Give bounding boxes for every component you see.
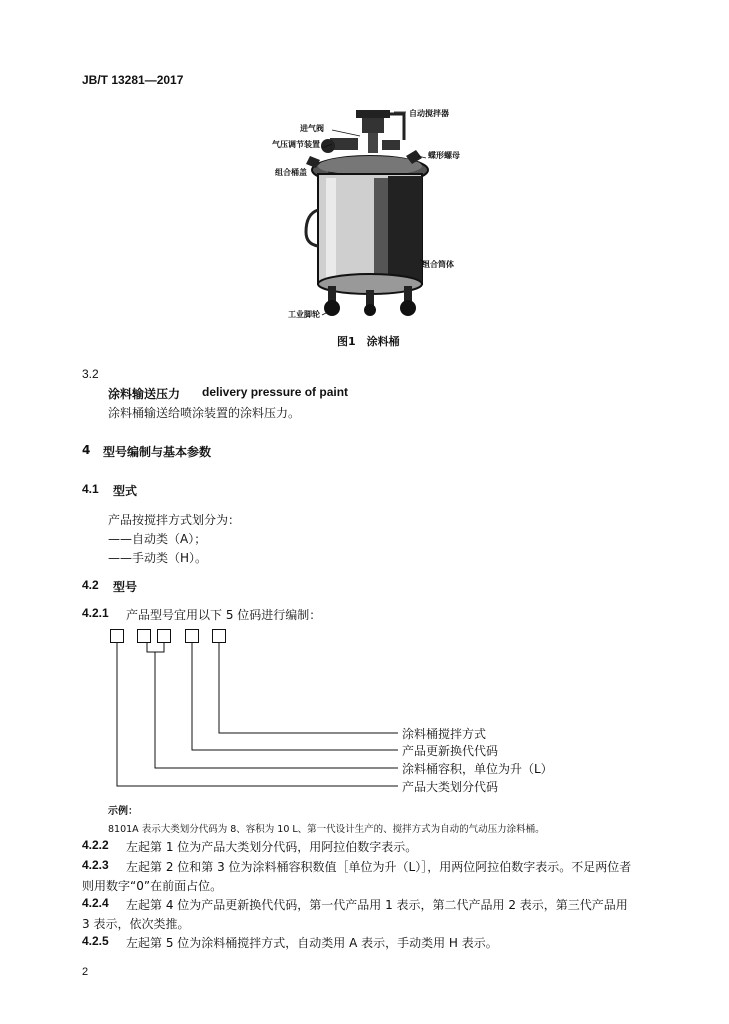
term-cn: 涂料输送压力 <box>108 387 181 401</box>
example-text: 8101A 表示大类划分代码为 8、容积为 10 L、第一代设计生产的、搅拌方式为自动的气动压力涂料桶。 <box>108 824 545 835</box>
term-definition: 涂料桶输送给喷涂装置的涂料压力。 <box>108 406 301 420</box>
clause-4-2-2-number: 4.2.2 <box>82 838 109 852</box>
section-4-1-title: 型式 <box>113 484 138 498</box>
section-4-title: 型号编制与基本参数 <box>103 445 212 459</box>
term-en: delivery pressure of paint <box>202 385 349 399</box>
clause-4-2-5-number: 4.2.5 <box>82 934 109 948</box>
section-4-1-number: 4.1 <box>82 482 99 496</box>
section-4-2-title: 型号 <box>113 580 138 594</box>
label-air-inlet-valve: 进气阀 <box>300 124 324 133</box>
clause-4-2-1-number: 4.2.1 <box>82 606 109 620</box>
section-3-2-number: 3.2 <box>82 367 99 381</box>
example-label: 示例： <box>108 806 138 817</box>
clause-4-2-3-number: 4.2.3 <box>82 858 109 872</box>
label-auto-stirrer: 自动搅拌器 <box>409 109 449 118</box>
label-wing-nut: 蝶形螺母 <box>428 151 460 160</box>
clause-4-2-1-text: 产品型号宜用以下 5 位码进行编制： <box>126 608 322 622</box>
page-number: 2 <box>82 966 89 978</box>
clause-4-2-2-text: 左起第 1 位为产品大类划分代码，用阿拉伯数字表示。 <box>126 840 418 854</box>
standard-number: JB/T 13281—2017 <box>82 73 184 87</box>
label-pressure-regulator: 气压调节装置 <box>272 140 320 149</box>
clause-4-2-4-text-cont: 3 表示，依次类推。 <box>82 917 190 931</box>
code-label-stirring: 涂料桶搅拌方式 <box>402 727 487 741</box>
label-casters: 工业脚轮 <box>288 310 320 319</box>
section-4-number: 4 <box>82 443 91 457</box>
list-item: ——手动类（H）。 <box>108 551 208 565</box>
figure-caption: 图1 涂料桶 <box>337 335 400 348</box>
section-4-2-number: 4.2 <box>82 578 99 592</box>
code-label-update: 产品更新换代代码 <box>402 744 499 758</box>
label-lid-assembly: 组合桶盖 <box>275 168 307 177</box>
clause-4-2-5-text: 左起第 5 位为涂料桶搅拌方式，自动类用 A 表示，手动类用 H 表示。 <box>126 936 498 950</box>
clause-4-2-3-text-cont: 则用数字“0”在前面占位。 <box>82 879 223 893</box>
clause-4-2-4-text: 左起第 4 位为产品更新换代代码，第一代产品用 1 表示，第二代产品用 2 表示，第三代产品用 <box>126 898 628 912</box>
section-4-1-intro: 产品按搅拌方式划分为： <box>108 513 241 527</box>
list-item: ——自动类（A）； <box>108 532 207 546</box>
clause-4-2-3-text: 左起第 2 位和第 3 位为涂料桶容积数值［单位为升（L）］，用两位阿拉伯数字表示。不足两位者 <box>126 860 632 874</box>
label-barrel-assembly: 组合筒体 <box>422 260 454 269</box>
clause-4-2-4-number: 4.2.4 <box>82 896 109 910</box>
code-label-volume: 涂料桶容积，单位为升（L） <box>402 762 553 776</box>
code-label-category: 产品大类划分代码 <box>402 780 499 794</box>
